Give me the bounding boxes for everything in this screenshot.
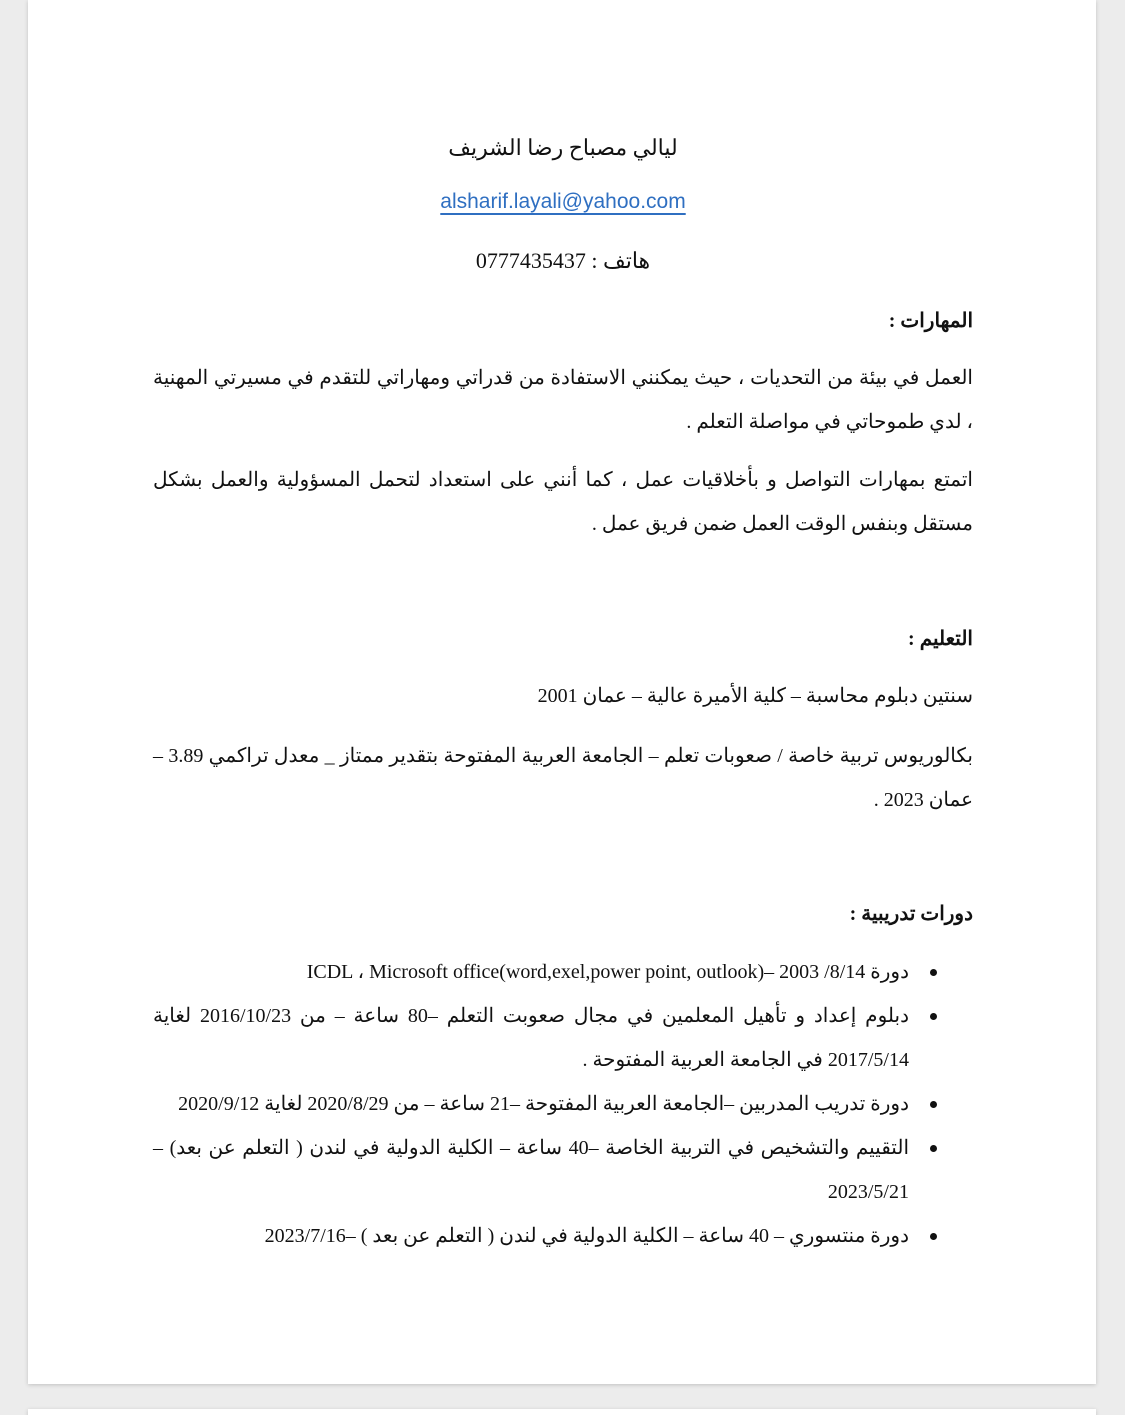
phone-line: هاتف : 0777435437 xyxy=(475,248,651,273)
course-item-3: دورة تدريب المدربين –الجامعة العربية المفتوحة –21 ساعة – من 2020/8/29 لغاية 2020/9/12 xyxy=(153,1082,973,1126)
email-line xyxy=(153,190,973,214)
education-heading: التعليم : xyxy=(908,628,973,650)
course-item-1: دورة ICDL ، Microsoft office(word,exel,power point, outlook)– 2003 /8/14 xyxy=(153,950,973,994)
course-item-5: دورة منتسوري – 40 ساعة – الكلية الدولية في لندن ( التعلم عن بعد ) –2023/7/16 xyxy=(153,1214,973,1258)
education-item-2: بكالوريوس تربية خاصة / صعوبات تعلم – الجامعة العربية المفتوحة بتقدير ممتاز _ معدل تراكمي 3.89 – عمان 2023 . xyxy=(153,745,974,811)
applicant-name: ليالي مصباح رضا الشريف xyxy=(448,135,678,160)
skills-heading: المهارات : xyxy=(888,310,973,332)
course-item-4: التقييم والتشخيص في التربية الخاصة –40 ساعة – الكلية الدولية في لندن ( التعلم عن بعد) – 2023/5/21 xyxy=(153,1126,973,1214)
course-item-2: دبلوم إعداد و تأهيل المعلمين في مجال صعوبت التعلم –80 ساعة – من 2016/10/23 لغاية 2017/5/14 في الجامعة العربية المفتوحة . xyxy=(153,994,973,1082)
email-link[interactable]: alsharif.layali@yahoo.com xyxy=(440,190,686,213)
education-item-1: سنتين دبلوم محاسبة – كلية الأميرة عالية – عمان 2001 xyxy=(537,685,973,707)
courses-heading: دورات تدريبية : xyxy=(849,903,973,925)
skills-paragraph-1: العمل في بيئة من التحديات ، حيث يمكنني الاستفادة من قدراتي ومهاراتي للتقدم في مسيرتي المهنية ، لدي طموحاتي في مواصلة التعلم . xyxy=(153,367,973,433)
next-page-edge xyxy=(28,1409,1096,1415)
courses-list xyxy=(153,950,973,1258)
document-page xyxy=(28,0,1096,1384)
skills-paragraph-2: اتمتع بمهارات التواصل و بأخلاقيات عمل ، كما أنني على استعداد لتحمل المسؤولية والعمل بشكل مستقل وبنفس الوقت العمل ضمن فريق عمل . xyxy=(153,469,973,535)
